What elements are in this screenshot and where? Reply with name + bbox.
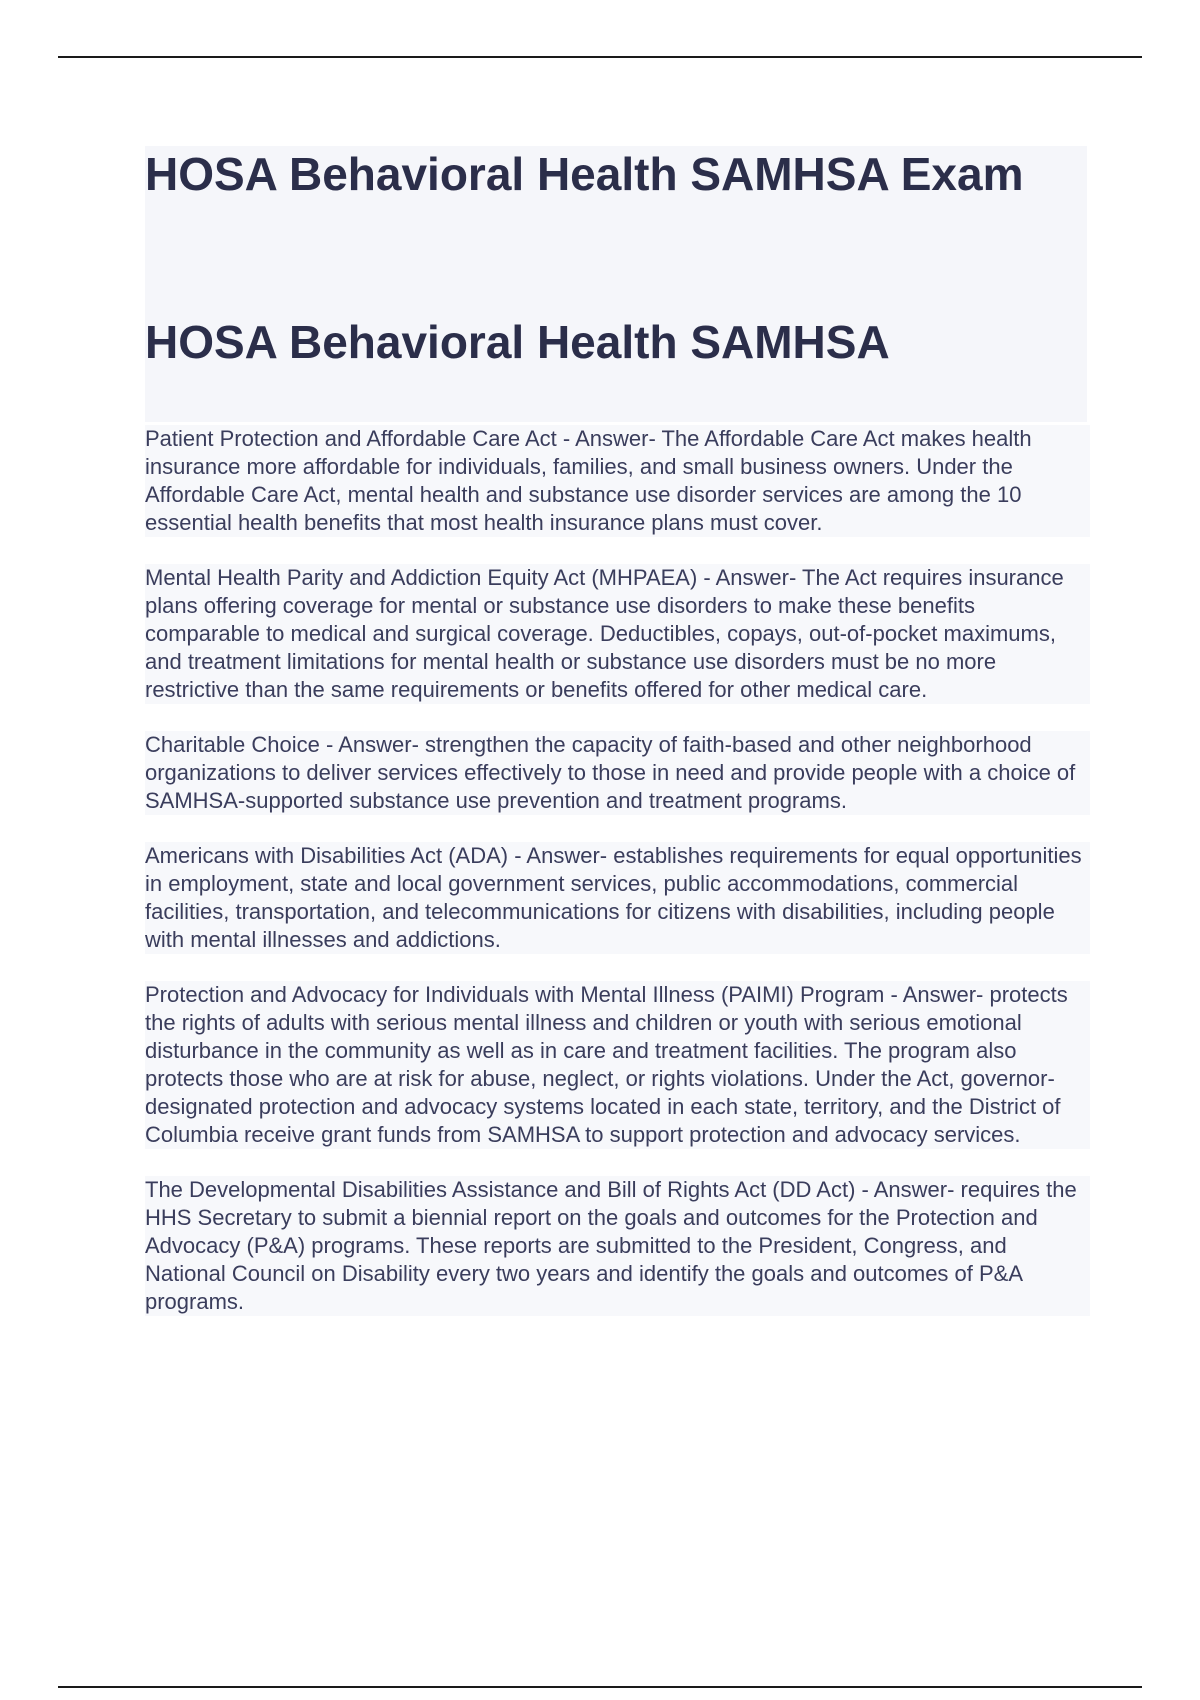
top-rule <box>58 56 1142 58</box>
bottom-rule <box>58 1686 1142 1688</box>
qa-entry-mhpaea: Mental Health Parity and Addiction Equity Act (MHPAEA) - Answer- The Act requires insurance plans offering coverage for mental or substance use disorders to make these benefits comparable to medical and surgical coverage. Deductibles, copays, out-of-pocket maximums, and treatment limitations for mental health or substance use disorders must be no more restrictive than the same requirements or benefits offered for other medical care. <box>145 564 1090 704</box>
document-subtitle: HOSA Behavioral Health SAMHSA <box>145 316 890 368</box>
title-block <box>145 146 1087 422</box>
qa-entry-charitable-choice: Charitable Choice - Answer- strengthen the capacity of faith-based and other neighborhood organizations to deliver services effectively to those in need and provide people with a choice of SAMHSA-supported substance use prevention and treatment programs. <box>145 731 1090 815</box>
qa-entry-dd-act: The Developmental Disabilities Assistance and Bill of Rights Act (DD Act) - Answer- requires the HHS Secretary to submit a biennial report on the goals and outcomes for the Protection and Advocacy (P&A) programs. These reports are submitted to the President, Congress, and National Council on Disability every two years and identify the goals and outcomes of P&A programs. <box>145 1176 1090 1316</box>
qa-entry-aca: Patient Protection and Affordable Care Act - Answer- The Affordable Care Act makes health insurance more affordable for individuals, families, and small business owners. Under the Affordable Care Act, mental health and substance use disorder services are among the 10 essential health benefits that most health insurance plans must cover. <box>145 425 1090 537</box>
qa-list <box>145 425 1090 1343</box>
document-title: HOSA Behavioral Health SAMHSA Exam <box>145 148 1024 200</box>
qa-entry-ada: Americans with Disabilities Act (ADA) - Answer- establishes requirements for equal opportunities in employment, state and local government services, public accommodations, commercial facilities, transportation, and telecommunications for citizens with disabilities, including people with mental illnesses and addictions. <box>145 842 1090 954</box>
qa-entry-paimi: Protection and Advocacy for Individuals with Mental Illness (PAIMI) Program - Answer- protects the rights of adults with serious mental illness and children or youth with serious emotional disturbance in the community as well as in care and treatment facilities. The program also protects those who are at risk for abuse, neglect, or rights violations. Under the Act, governor-designated protection and advocacy systems located in each state, territory, and the District of Columbia receive grant funds from SAMHSA to support protection and advocacy services. <box>145 981 1090 1149</box>
